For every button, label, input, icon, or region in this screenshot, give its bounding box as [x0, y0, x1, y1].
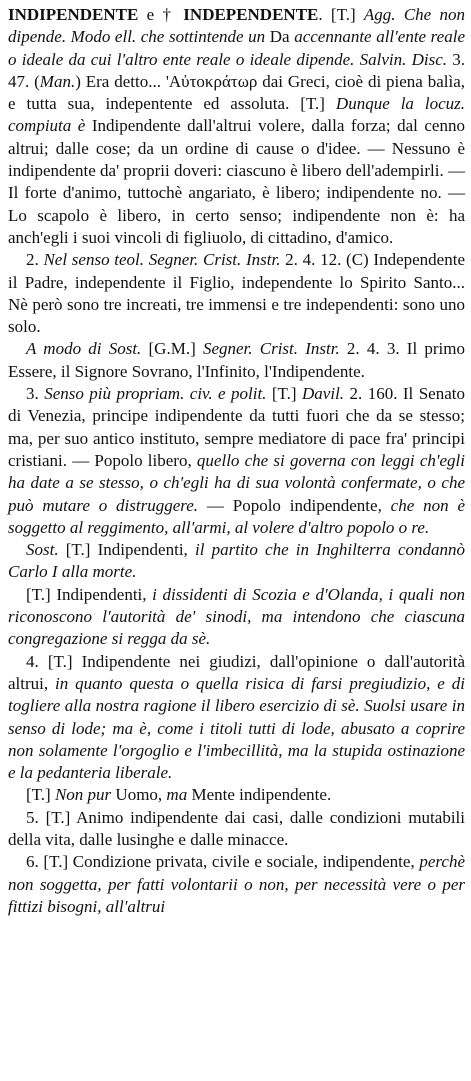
text-run: quello che si governa con leggi ch'egli ha date a se stesso, o ch'egli ha di sua volontà confermate, o che può mutare o distruggere.	[8, 450, 465, 515]
text-run: 5. [T.] Animo indipendente dai casi, dalle condizioni mutabili della vita, dalle lusinghe e dalle minacce.	[8, 807, 465, 849]
entry-paragraph-1	[8, 4, 465, 249]
entry-paragraph-10	[8, 851, 465, 918]
text-run: 2. 4. 12. (C) Independente il Padre, independente il Figlio, independente lo Spirito Santo... Nè però sono tre increati, tre immensi e tre independenti: sono uno solo.	[8, 250, 465, 337]
text-run: e †	[138, 5, 184, 24]
text-run: accennante all'ente reale o ideale da cui l'altro ente reale o ideale dipende. Salvin. Disc.	[8, 27, 465, 69]
entry-paragraph-3	[8, 338, 465, 383]
text-run: 2.	[26, 250, 44, 270]
text-run: i dissidenti di Scozia e d'Olanda, i quali non riconoscono l'autorità de' sinodi, ma intendono che ciascuna congregazione si regga da sè.	[8, 584, 465, 649]
text-run: [T.]	[266, 384, 303, 404]
text-run: 4. [T.] Indipendente nei giudizi, dall'opinione o dall'autorità altrui,	[8, 651, 465, 693]
text-run: 3.	[26, 384, 45, 404]
text-run: Non pur	[54, 785, 112, 805]
text-run: [T.] Indipendenti,	[58, 540, 195, 560]
text-run: Davil.	[302, 384, 345, 404]
text-run: in quanto questa o quella risica di farsi pregiudizio, e di togliere alla nostra ragione il libero esercizio di sè. Suolsi usare in senso di lode; ma è, come i titoli tutti di lode, abusato a coprire non solamente l'orgoglio e l'imbecillità, ma la stupida ostinazione e la pedanteria liberale.	[8, 673, 465, 783]
text-run: Mente indipendente.	[187, 785, 332, 805]
text-run: 6. [T.] Condizione privata, civile e sociale, indipendente,	[26, 852, 420, 872]
text-run: ) Era detto... 'Αὐτοκράτωρ dai Greci, cioè di piena balìa, e tutta sua, indepentente ed assoluta. [T.]	[8, 71, 466, 114]
entry-paragraph-6	[8, 584, 465, 651]
text-run: 2. 160. Il Senato di Venezia, principe indipendente da tutti fuori che da se stesso; ma, per suo antico instituto, sempre mediatore di pace fra' principi cristiani. — Popolo libero,	[8, 384, 465, 470]
text-run: Dunque la locuz. compiuta è	[8, 94, 465, 136]
text-run: [T.] Indipendenti,	[26, 584, 153, 604]
text-run: 3. 47. (	[8, 49, 465, 91]
text-run: . [T.]	[318, 5, 364, 24]
text-run: perchè non soggetta, per fatti volontarii o non, per necessità vere o per fittizi bisogni, all'altrui	[8, 852, 465, 916]
text-run: INDEPENDENTE	[183, 5, 319, 24]
entry-paragraph-5	[8, 539, 465, 584]
text-run: ma	[166, 785, 188, 805]
entry-paragraph-8	[8, 784, 465, 806]
text-run: che non è soggetto al reggimento, all'armi, al volere d'altro popolo o re.	[8, 495, 465, 537]
text-run: — Popolo indipendente,	[198, 495, 391, 515]
text-run: Senso più propriam. civ. e polit.	[44, 384, 267, 404]
text-run: Man.	[39, 71, 76, 91]
text-run: 2. 4. 3. Il primo Essere, il Signore Sovrano, l'Infinito, l'Indipendente.	[8, 339, 465, 381]
text-run: Indipendente dall'altrui volere, dalla forza; dal cenno altrui; dalle cose; da un ordine di cause o d'idee. — Nessuno è indipendente da' proprii doveri: ciascuno è libero dell'adempirli. — Il forte d'animo, tuttochè angariato, è libero; indipendente no. — Lo scapolo è libero, in certo senso; indipendente non è: ha anch'egli i suoi vincoli di figliuolo, di cittadino, d'amico.	[8, 116, 465, 247]
text-run: INDIPENDENTE	[8, 5, 139, 24]
text-run: [G.M.]	[141, 339, 203, 359]
entry-paragraph-7	[8, 651, 465, 785]
text-run: [T.]	[26, 785, 55, 805]
text-run: Uomo,	[111, 785, 167, 805]
text-run: Agg. Che non dipende. Modo ell. che sottintende un	[8, 5, 465, 47]
text-run: Da	[265, 27, 295, 47]
text-run: Segner. Crist. Instr.	[202, 339, 340, 359]
text-run: il partito che in Inghilterra condannò Carlo I alla morte.	[8, 540, 465, 582]
text-run: Nel senso teol. Segner. Crist. Instr.	[43, 250, 281, 270]
entry-paragraph-4	[8, 383, 465, 539]
text-run: Sost.	[26, 540, 59, 560]
text-run: A modo di Sost.	[26, 339, 142, 359]
entry-paragraph-9	[8, 807, 465, 852]
entry-paragraph-2	[8, 249, 465, 338]
